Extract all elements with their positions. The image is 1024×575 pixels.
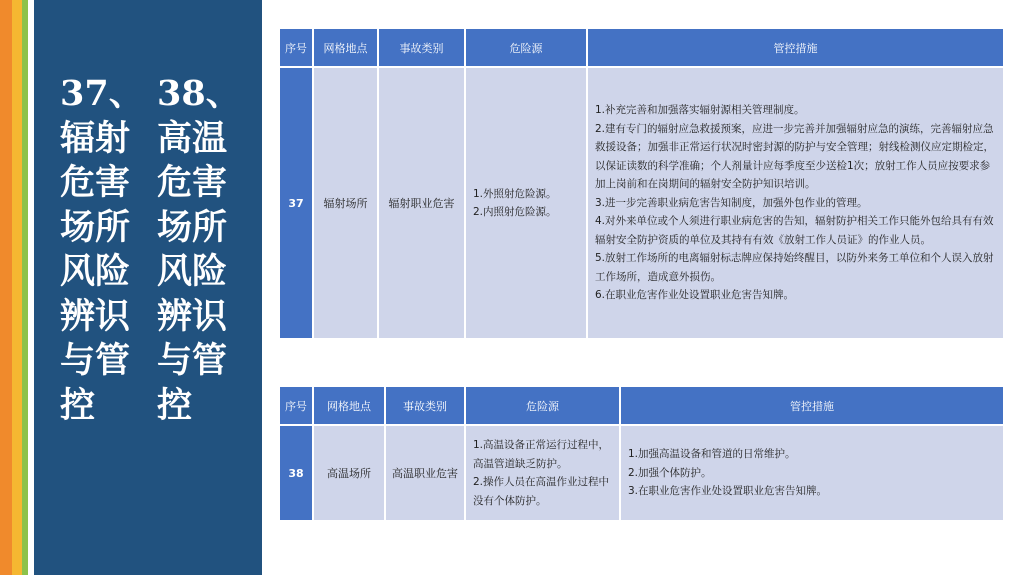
risk-table-38 <box>278 385 1005 522</box>
stripe-orange <box>0 0 12 575</box>
row-number: 37 <box>279 67 313 339</box>
row-location: 高温场所 <box>313 425 385 521</box>
row-location: 辐射场所 <box>313 67 378 339</box>
title-37-number: 37、 <box>60 73 144 114</box>
measure-item: 1.补充完善和加强落实辐射源相关管理制度。 <box>595 104 805 117</box>
measure-item: 6.在职业危害作业处设置职业危害告知牌。 <box>595 289 795 302</box>
risk-table-37 <box>278 27 1005 340</box>
header-location: 网格地点 <box>313 386 385 425</box>
header-no: 序号 <box>279 386 313 425</box>
row-number: 38 <box>279 425 313 521</box>
measure-item: 3.进一步完善职业病危害告知制度，加强外包作业的管理。 <box>595 196 868 209</box>
row-measures <box>620 425 1004 521</box>
hazard-item: 1.高温设备正常运行过程中，高温管道缺乏防护。 <box>473 439 610 470</box>
hazard-item: 2.内照射危险源。 <box>473 206 557 218</box>
title-37-text: 辐射危害场所风险辨识与管控 <box>60 117 131 426</box>
header-hazard: 危险源 <box>465 386 620 425</box>
header-accident-type: 事故类别 <box>385 386 465 425</box>
measure-item: 2.建有专门的辐射应急救援预案，应进一步完善并加强辐射应急的演练，完善辐射应急救援设备；加强非正常运行状况时密封源的防护与安全管理；射线检测仪应定期检定，以保证读数的科学准确；个人剂量计应每季度至少送检1次；放射工作人员应按要求参加上岗前和在岗期间的辐射安全防护知识培训。 <box>595 122 994 191</box>
row-accident-type: 辐射职业危害 <box>378 67 465 339</box>
title-38 <box>157 72 247 428</box>
row-hazards <box>465 67 587 339</box>
title-38-text: 高温危害场所风险辨识与管控 <box>157 117 228 426</box>
measure-item: 5.放射工作场所的电离辐射标志牌应保持始终醒目，以防外来务工单位和个人误入放射工作场所，造成意外损伤。 <box>595 252 994 283</box>
header-location: 网格地点 <box>313 28 378 67</box>
measure-item: 3.在职业危害作业处设置职业危害告知牌。 <box>628 485 828 498</box>
header-measures: 管控措施 <box>587 28 1004 67</box>
measure-item: 4.对外来单位或个人须进行职业病危害的告知，辐射防护相关工作只能外包给具有有效辐射安全防护资质的单位及其持有有效《放射工作人员证》的作业人员。 <box>595 215 994 246</box>
header-no: 序号 <box>279 28 313 67</box>
title-38-number: 38、 <box>157 73 241 114</box>
header-hazard: 危险源 <box>465 28 587 67</box>
row-measures <box>587 67 1004 339</box>
table-row <box>279 67 1004 339</box>
measure-item: 2.加强个体防护。 <box>628 466 712 479</box>
table-row <box>279 425 1004 521</box>
measure-item: 1.加强高温设备和管道的日常维护。 <box>628 448 796 461</box>
row-hazards <box>465 425 620 521</box>
row-accident-type: 高温职业危害 <box>385 425 465 521</box>
header-measures: 管控措施 <box>620 386 1004 425</box>
table-header-row <box>279 28 1004 67</box>
hazard-item: 2.操作人员在高温作业过程中没有个体防护。 <box>473 476 610 507</box>
title-37 <box>60 72 150 428</box>
header-accident-type: 事故类别 <box>378 28 465 67</box>
table-header-row <box>279 386 1004 425</box>
stripe-yellow <box>12 0 22 575</box>
hazard-item: 1.外照射危险源。 <box>473 187 557 200</box>
